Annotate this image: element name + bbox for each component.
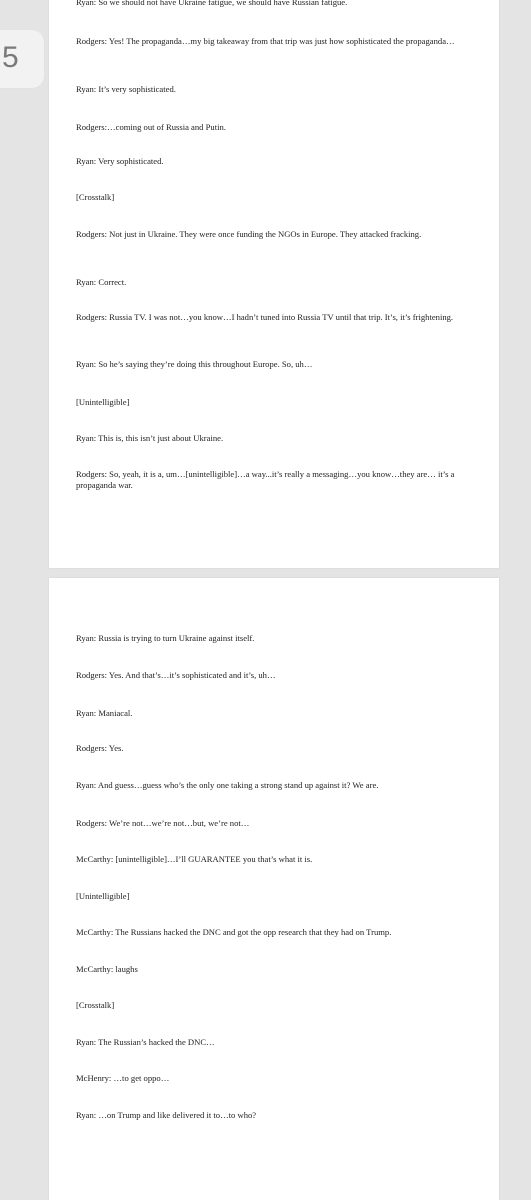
transcript-line: Ryan: It’s very sophisticated. [76,84,176,94]
transcript-line: [Crosstalk] [76,192,115,202]
transcript-line: Rodgers: Russia TV. I was not…you know…I hadn’t tuned into Russia TV until that trip. It’s, it’s frightening. [76,312,454,322]
transcript-line: Rodgers: Not just in Ukraine. They were once funding the NGOs in Europe. They attacked fracking. [76,229,422,239]
document-page-1 [49,0,499,568]
transcript-line: Ryan: So we should not have Ukraine fatigue, we should have Russian fatigue. [76,0,348,7]
transcript-line: Ryan: And guess…guess who’s the only one taking a strong stand up against it? We are. [76,780,379,790]
transcript-line: Ryan: This is, this isn’t just about Ukraine. [76,433,224,443]
page-number: 5 [2,41,19,74]
transcript-line: Ryan: …on Trump and like delivered it to…to who? [76,1110,257,1120]
document-page-2 [49,578,499,1200]
transcript-line: McHenry: …to get oppo… [76,1073,170,1083]
transcript-line: Rodgers: Yes. And that’s…it’s sophisticated and it’s, uh… [76,670,276,680]
transcript-line: Rodgers: We’re not…we’re not…but, we’re not… [76,818,250,828]
transcript-line: Ryan: So he’s saying they’re doing this throughout Europe. So, uh… [76,359,313,369]
transcript-line: [Crosstalk] [76,1000,115,1010]
transcript-line: Ryan: Correct. [76,277,127,287]
transcript-line: [Unintelligible] [76,891,130,901]
transcript-line: Ryan: The Russian’s hacked the DNC… [76,1037,215,1047]
transcript-line: Ryan: Maniacal. [76,708,133,718]
transcript-line: Ryan: Very sophisticated. [76,156,164,166]
transcript-line: Rodgers: Yes! The propaganda…my big takeaway from that trip was just how sophisticated the propaganda… [76,36,455,46]
page-number-badge [0,30,44,88]
transcript-line: Rodgers:…coming out of Russia and Putin. [76,122,226,132]
transcript-line: Ryan: Russia is trying to turn Ukraine against itself. [76,633,255,643]
transcript-line: Rodgers: So, yeah, it is a, um…[unintelligible]…a way...it’s really a messaging…you know…they are… it’s a propaganda war. [76,469,455,490]
transcript-line: Rodgers: Yes. [76,743,124,753]
transcript-line: [Unintelligible] [76,397,130,407]
transcript-line: McCarthy: laughs [76,964,138,974]
transcript-line: McCarthy: [unintelligible]…I’ll GUARANTEE you that’s what it is. [76,854,313,864]
transcript-line: McCarthy: The Russians hacked the DNC and got the opp research that they had on Trump. [76,927,392,937]
